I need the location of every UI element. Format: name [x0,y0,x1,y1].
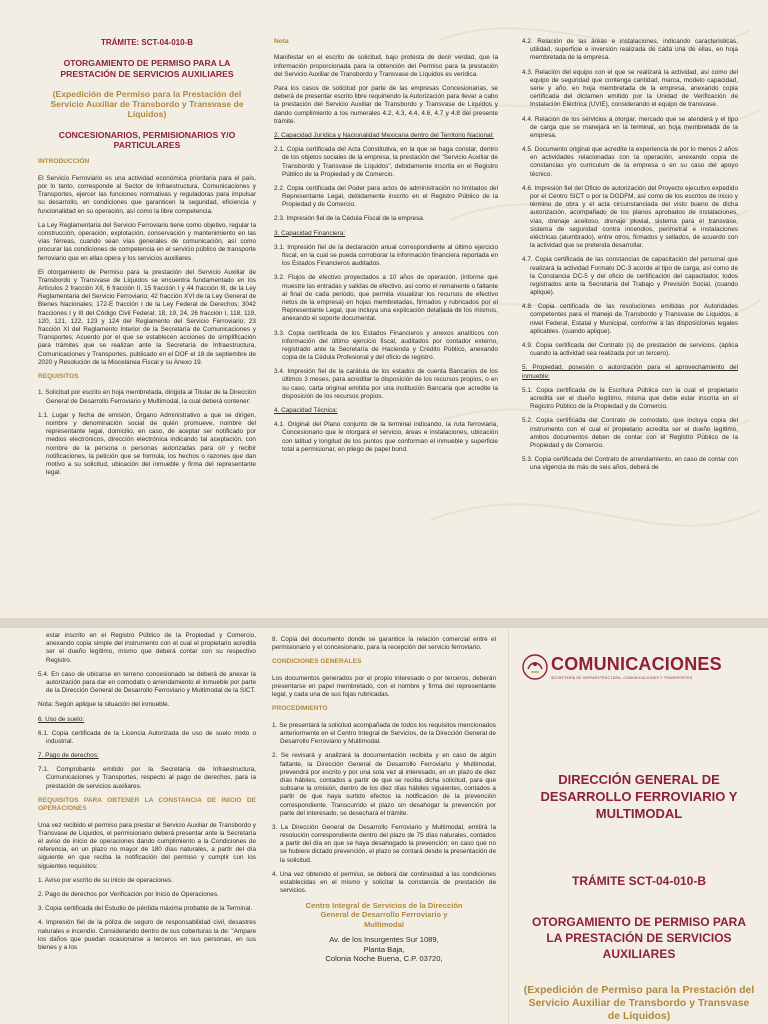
column-1 [38,38,256,483]
cover-tramite-code: TRÁMITE SCT-04-010-B [571,874,707,888]
paragraph: estar inscrito en el Registro Público de la Propiedad y Comercio, anexando copia simple del instrumento con el cual el propietario acredita ser el dueño legítimo, mismo que deberá contar con su respectivo Registro. [46,632,256,664]
requirement-item: 6.1. Copia certificada de la Licencia Autorizada de uso de suelo mixto o industrial. [38,729,256,745]
subsection-heading: 2. Capacidad Jurídica y Nacionalidad Mexicana dentro del Territorio Nacional: [274,131,494,139]
requirement-item: 4.1. Original del Plano conjunto de la terminal indicando, la ruta ferroviaria, Concesionario que le otorgará el servicio, áreas e instalaciones, ubicación con latitud y longitud de los puntos que conforman el inmueble y superficie total a permisionar, en pliego de papel bond. [274,421,498,453]
requirement-item: 4.7. Copia certificada de las constancias de capacitación del personal que realizará la actividad Formato DC-3 acorde al tipo de carga, así como de la Constancia DC-5 y del oficio de certificación del capacitador, todos registrados ante la Secretaría del Trabajo y Previsión Social. (cuando aplique). [522,256,738,297]
service-center-title: Centro Integral de Servicios de la Dirección General de Desarrollo Ferroviario y Multimodal [305,901,463,929]
column-3 [522,38,738,478]
requirement-item: 1. Solicitud por escrito en hoja membretada, dirigida al Titular de la Dirección General de Desarrollo Ferroviario y Multimodal, la cual deberá contener: [38,389,256,405]
list-item: 2. Pago de derechos por Verificación por Inicio de Operaciones. [38,891,219,898]
column-1 [38,632,256,958]
paragraph: Los documentos generados por el propio interesado o por terceros, deberán presentarse en papel membretado, con el nombre y firma del representante legal, y cada una de sus fojas rubricadas. [272,674,496,699]
address-line: Av. de los Insurgentes Sur 1089, [329,934,439,944]
document-subtitle: (Expedición de Permiso para la Prestación del Servicio Auxiliar de Transbordo y Transvase de Líquidos) [50,88,244,120]
note: Nota: Según aplique la situación del inmueble. [38,701,170,709]
requirement-item: 4.6. Impresión fiel del Oficio de autorización del Proyecto ejecutivo expedido por el Centro SICT o por la DGDFM, así como de los escritos de inicio y término de obra y el acta circunstanciada del visto bueno de dicha autorización, acompañado de los planos aprobados de instalaciones, vías, drenaje aceitoso, drenaje pluvial, sistema para el transvase, sistema de seguridad contra incendios, perimetral e instalaciones eléctricas (alumbrado), entre otros, firmados y sellados, de acuerdo con la actividad que se pretenda desarrollar. [522,184,738,250]
requirement-item: 1.1. Lugar y fecha de emisión, Órgano Administrativo a que se dirigen, nombre y denominación social de quién promueve, nombre del representante legal, domicilio, en caso, de aceptar ser notificado por medios electrónicos, dirección electrónica indicando tal aceptación, con nombre de la persona o personas autorizadas para oír y recibir notificaciones, la petición que se formula, los hechos o razones que dan motivo a su solicitud, ubicación del inmueble y firma del representante legal. [38,411,256,477]
requirement-item: 3.4. Impresión fiel de la carátula de los estados de cuenta Bancarios de los últimos 3 meses, para acreditar la disposición de los recursos propios, o en su caso, carta original emitida por una institución Bancaria que acredite la disposición de los recursos propios. [274,368,498,400]
cover-title: OTORGAMIENTO DE PERMISO PARA LA PRESTACIÓN DE SERVICIOS AUXILIARES [531,915,747,962]
page-separator [0,618,768,628]
section-heading-requisitos: REQUISITOS [38,372,79,380]
requirement-item: 5.2. Copia certificada del Contrato de comodato, que incluya copia del instrumento con el cual el propietario acredita ser el dueño legítimo, ambos documentos deben de contar con el Registro Público de la Propiedad y de Comercio. [522,417,738,449]
brand-name: COMUNICACIONES [551,654,722,674]
requirement-item: 4.5. Documento original que acredite la experiencia de por lo menos 2 años en actividades relacionadas con la operación, anexando copia de constancias y/o curriculum de la empresa o en su caso del apoyo técnico. [522,146,738,178]
requirement-item: 3.2. Flujos de efectivo proyectados a 10 años de operación, (informe que muestre las entradas y salidas de efectivo, así como el remanente o faltante al final de cada periodo, que permita visualizar los recursos de efectivo netos de la empresa) en hojas membretadas, firmados y rubricados por el Representante Legal, que incluya una explicación detallada de los mismos, anexando el soporte documental. [274,274,498,323]
requirement-item: 2.1. Copia certificada del Acta Constitutiva, en la que se haga constar, dentro de los objetos sociales de la empresa, la prestación del "Servicio Auxiliar de Transbordo y Transvase de Líquidos", debidamente inscrita en el Registro Público de la Propiedad y de Comercio. [274,146,498,178]
address-line: Colonia Noche Buena, C.P. 03720, [325,954,443,964]
government-eagle-emblem [521,652,549,682]
subsection-heading: 3. Capacidad Financiera: [274,229,346,237]
audience-heading: CONCESIONARIOS, PERMISIONARIOS Y/O PARTICULARES [58,129,236,151]
requirement-item: 2.3. Impresión fiel de la Cédula Fiscal de la empresa. [274,215,425,223]
requirement-item: 7.1. Comprobante emitido por la Secretaría de Infraestructura, Comunicaciones y Transportes, respecto al pago de derechos, para la prestación de servicios auxiliares. [38,766,256,790]
column-2 [272,636,496,964]
document-title: OTORGAMIENTO DE PERMISO PARA LA PRESTACIÓN DE SERVICIOS AUXILIARES [60,58,234,79]
paragraph: El Servicio Ferroviario es una actividad económica prioritaria para el país, por lo tanto, corresponde al Sector de Infraestructura, Comunicaciones y Transportes, ejercer las funciones normativas y reguladoras para impulsar su desarrollo, en condiciones que garanticen la seguridad, eficiencia y funcionalidad en su operación, así como la libre competencia. [38,174,256,215]
section-heading-introduccion: INTRODUCCIÓN [38,158,90,166]
subsection-heading: 4. Capacidad Técnica: [274,407,338,414]
procedure-step: 1. Se presentará la solicitud acompañada de todos los requisitos mencionados anteriormente en el Centro Integral de Servicios, de la Dirección General de Desarrollo Ferroviario y Multimodal. [272,721,496,746]
requirement-item: 3.1. Impresión fiel de la declaración anual correspondiente al último ejercicio fiscal, en la cual se pueda corroborar la información financiera reportada en los Estados Financieros auditados. [274,243,498,268]
paragraph: Manifestar en el escrito de solicitud, bajo protesta de decir verdad, que la información proporcionada para la obtención del Permiso para la prestación del Servicio Auxiliar de Transbordo y Transvase de Líquidos es verídica. [274,54,498,78]
paragraph: Para los casos de solicitud por parte de las empresas Concesionarias, se deberá de presentar escrito libre requiriendo la Autorización para llevar a cabo la prestación del Servicio Auxiliar de Transbordo y Transvase de Líquidos y dando cumplimiento a los numerales 4.2, 4.3, 4.4, 4.6, 4.7 y 4.8 del presente trámite. [274,85,498,125]
tramite-code: TRÁMITE: SCT-04-010-B [100,38,193,47]
subsection-heading: 7. Pago de derechos: [38,752,99,760]
requirement-item: 4.9. Copia certificada del Contrato (s) de prestación de servicios. (aplica cuando la actividad sea realizada por un tercero). [522,342,738,358]
requirement-item: 2.2. Copia certificada del Poder para actos de administración no limitados del Representante Legal, debidamente inscrito en el Registro Público de la Propiedad y de Comercio. [274,184,498,209]
cover-panel [508,628,768,1024]
subsection-heading: 6. Uso de suelo: [38,715,85,723]
cover-direccion: DIRECCIÓN GENERAL DE DESARROLLO FERROVIARIO Y MULTIMODAL [540,772,738,821]
section-heading-procedimiento: PROCEDIMIENTO [272,705,328,713]
requirement-item: 5.3. Copia certificada del Contrato de arrendamiento, en caso de contar con una vigencia de más de seis años, deberá de [522,456,738,472]
paragraph: El otorgamiento de Permiso para la prestación del Servicio Auxiliar de Transbordo y Transvase de Líquidos se encuentra fundamentado en los Artículos 2 fracción XII, 6 fracción II, 15 fracción I y 44 fracción III, de la Ley Reglamentaria del Servicio Ferroviario; 42 fracción XVI de la Ley General de Bienes Nacionales; 172-E fracción I de la Ley Federal de Derechos; 3042 fracciones I y III del Código Civil Federal; 18, 19, 24, 26 fracción I, 118, 119, 120, 121, 122, 123 y 124 del Reglamento del Servicio Ferroviario; 23 fracción XI del Reglamento Interior de la Secretaría de Comunicaciones y Transportes; Acuerdo por el que se establecen acciones de simplificación para trámites que se realizan ante la Secretaría de Infraestructura, Comunicaciones y Transportes, publicado en el DOF el 18 de septiembre de 2020 y Resolución de la Miscelánea Fiscal y su Anexo 19. [38,268,256,366]
brand-tagline: SECRETARÍA DE INFRAESTRUCTURA, COMUNICACIONES Y TRANSPORTES [551,676,693,680]
paragraph: Una vez recibido el permiso para prestar el Servicio Auxiliar de Transbordo y Transvase de Líquidos, el permisionario deberá presentar ante la Secretaría el aviso de inicio de operaciones dando cumplimiento a la Condiciones de referencia, en un plazo no mayor de 180 días naturales, a partir del día siguiente en que reciba la notificación del permiso y cumplir con los siguientes requisitos: [38,821,256,870]
document-page-2 [0,628,768,1024]
nota-heading: Nota [274,38,289,45]
list-item: 8. Copia del documento donde se garantice la relación comercial entre el permisionario y el concesionario, para la recepción del servicio ferroviario. [272,636,496,652]
section-heading-requisitos-inicio: REQUISITOS PARA OBTENER LA CONSTANCIA DE INICIO DE OPERACIONES [38,796,256,813]
subsection-heading: 5. Propiedad, posesión o autorización para el aprovechamiento del inmueble: [522,364,738,380]
requirement-item: 4.2. Relación de las áreas e instalaciones, indicando características, utilidad, superficie e inversión realizada de cada una de ellas, en hoja membretada de la empresa. [522,38,738,62]
procedure-step: 3. La Dirección General de Desarrollo Ferroviario y Multimodal, emitirá la resolución correspondiente dentro del plazo de 75 días naturales, contados a partir del día en que se haya desahogado la prevención; en caso que no se hubiere dictado prevención, el plazo se contará desde la presentación de la solicitud. [272,823,496,864]
requirement-item: 4.4. Relación de los servicios a otorgar, mercado que se atenderá y el tipo de carga que se manejará en la terminal, en hoja membretada de la empresa. [522,115,738,139]
requirement-item: 5.1. Copia certificada de la Escritura Pública con la cual el propietario acredita ser el dueño legítimo, misma que debe estar inscrita en el Registro Público de la Propiedad y de Comercio. [522,386,738,411]
requirement-item: 4.3. Relación del equipo con el que se realizará la actividad, así como del equipo de seguridad que contenga cantidad, marca, modelo capacidad, serie y año, en hoja membretada de la empresa, anexando copia certificada del dictamen emitido por la Unidad de Verificación de Instalación Eléctrica (UVIE), considerando el equipo de transvase. [522,68,738,109]
list-item: 1. Aviso por escrito de su inicio de operaciones. [38,876,173,884]
section-heading-condiciones: CONDICIONES GENERALES [272,658,362,666]
cover-subtitle: (Expedición de Permiso para la Prestación del Servicio Auxiliar de Transbordo y Transvase de Líquidos) [523,984,755,1023]
address-line: Planta Baja, [363,944,405,954]
procedure-step: 2. Se revisará y analizará la documentación recibida y en caso de algún faltante, la Dirección General de Desarrollo Ferroviario y Multimodal, prevendrá por escrito y por una sola vez al interesado, en un plazo de diez días hábiles, contados a partir de que se reciba dicha solicitud, para que subsane la omisión, dentro de los diez días hábiles siguientes, contados a partir de que haya surtido efectos la notificación de la prevención correspondiente. Transcurrido el plazo sin desahogar la prevención por parte del interesado, se desechará el trámite. [272,752,496,817]
list-item: 3. Copia certificada del Estudio de pérdida máxima probable de la Terminal. [38,905,253,913]
requirement-item: 5.4. En caso de ubicarse en terreno concesionado se deberá de anexar la autorización para dar en comodato o arrendamiento el inmueble por parte de la Dirección General de Desarrollo Ferroviario y Multimodal de la SICT. [38,670,256,695]
paragraph: La Ley Reglamentaria del Servicio Ferroviario tiene como objetivo, regular la construcción, operación, explotación, conservación y mantenimiento en las vías férreas, cuando sean vías generales de comunicación, así como procurar las condiciones de competencia en el servicio público de transporte ferroviario que en ellas opera y los servicios auxiliares. [38,221,256,262]
column-2 [274,38,498,460]
requirement-item: 3.3. Copia certificada de los Estados Financieros y anexos analíticos con información del último ejercicio fiscal, auditados por contador externo, registrado ante la Secretaría de Hacienda y Crédito Público, anexando copia de la Cédula Profesional y del oficio de registro. [274,329,498,362]
list-item: 4. Impresión fiel de la póliza de seguro de responsabilidad civil, desastres naturales e incendio. Considerando dentro de sus coberturas la de: "Ampare los daños que puedan ocasionarse a terceros en sus personas, en sus bienes y a los [38,919,256,951]
procedure-step: 4. Una vez obtenido el permiso, se deberá dar continuidad a las condiciones establecidas en el mismo y solicitar la constancia de prestación de servicios. [272,870,496,895]
requirement-item: 4.8. Copia certificada de las resoluciones emitidas por Autoridades competentes para el manejo de Transbordo y Transvase de Líquidos, a nivel Federal, Estatal y Municipal, conforme a las disposiciones legales aplicables. (cuando aplique). [522,303,738,335]
